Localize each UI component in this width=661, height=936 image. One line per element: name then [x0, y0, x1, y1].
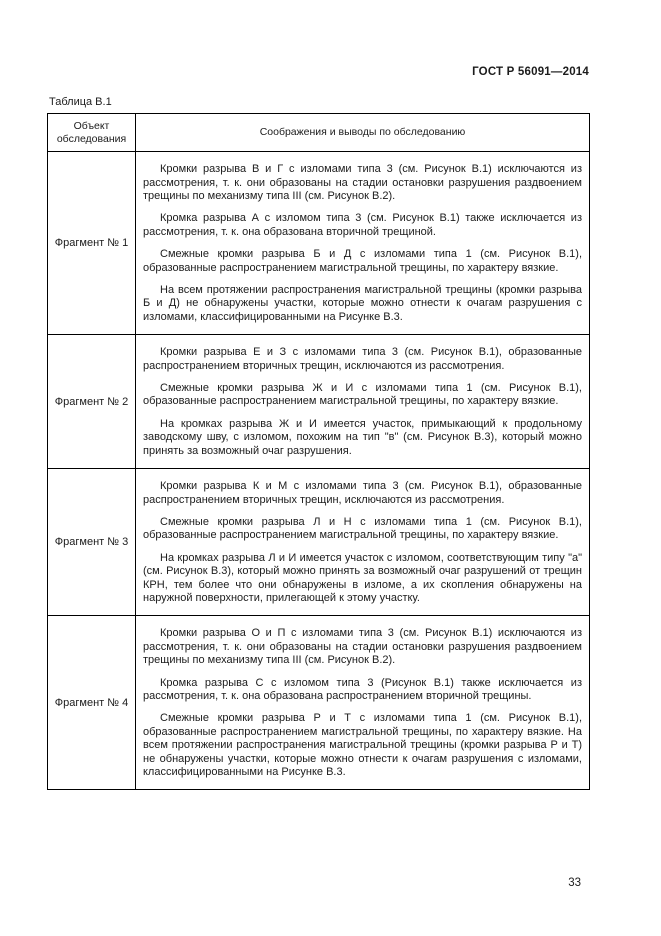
conclusion-paragraph: Кромки разрыва О и П с изломами типа 3 (см. Рисунок В.1) исключаются из рассмотрения, т. к. они образованы на стадии остановки разрушения раздвоением трещины по механизму типа III (см. Рисунок В.2).: [143, 627, 582, 667]
table-row: [48, 469, 590, 616]
conclusion-paragraph: На кромках разрыва Л и И имеется участок с изломом, соответствующим типу "а" (см. Рисунок В.3), который можно принять за возможный очаг разрушений от трещин КРН, тем более что они обнаружены в изломе, а их скопления обнаружены на наружной поверхности, прилегающей к этому участку.: [143, 551, 582, 604]
fragment-conclusions-cell: [136, 152, 590, 335]
conclusion-paragraph: Кромки разрыва К и М с изломами типа 3 (см. Рисунок В.1), образованные распространением вторичных трещин, исключаются из рассмотрения.: [143, 480, 582, 506]
conclusion-paragraph: Смежные кромки разрыва Л и Н с изломами типа 1 (см. Рисунок В.1), образованные распространением магистральной трещины, по характеру вязкие.: [143, 515, 582, 542]
table-row: [48, 616, 590, 790]
table-header-row: [48, 114, 590, 152]
table-header: [48, 114, 590, 152]
table-caption: Таблица В.1: [49, 96, 112, 108]
page-number: 33: [568, 877, 581, 889]
table-row: [48, 335, 590, 469]
conclusion-paragraph: Смежные кромки разрыва Б и Д с изломами типа 1 (см. Рисунок В.1), образованные распространением магистральной трещины, по характеру вязкие.: [143, 248, 582, 274]
table-row: [48, 152, 590, 335]
conclusion-paragraph: Кромки разрыва В и Г с изломами типа 3 (см. Рисунок В.1) исключаются из рассмотрения, т. к. они образованы на стадии остановки разрушения раздвоением трещины по механизму типа III (см. Рисунок В.2).: [143, 163, 582, 202]
document-standard-number: ГОСТ Р 56091—2014: [472, 66, 589, 78]
conclusion-paragraph: На всем протяжении распространения магистральной трещины (кромки разрыва Б и Д) не обнаружены участки, которые можно отнести к очагам разрушения с изломами, классифицированными на Рисунке В.3.: [143, 284, 582, 323]
column-header-conclusions: Соображения и выводы по обследованию: [136, 114, 590, 152]
fragment-conclusions-cell: [136, 335, 590, 469]
fragments-table: [47, 113, 590, 790]
fragment-label: Фрагмент № 4: [48, 616, 136, 790]
fragment-label: Фрагмент № 3: [48, 469, 136, 616]
conclusion-paragraph: Смежные кромки разрыва Р и Т с изломами типа 1 (см. Рисунок В.1), образованные распространением магистральной трещины, по характеру вязкие. На всем протяжении распространения магистральной трещины (кромки разрыва Р и Т) не обнаружены участки, которые можно отнести к очагам разрушения с изломами, классифицированными на Рисунке В.3.: [143, 712, 582, 778]
column-header-object: Объект обследования: [48, 114, 136, 152]
fragment-conclusions-cell: [136, 469, 590, 616]
conclusion-paragraph: Кромка разрыва С с изломом типа 3 (Рисунок В.1) также исключается из рассмотрения, т. к. она образована распространением вторичной трещины.: [143, 676, 582, 702]
fragment-label: Фрагмент № 2: [48, 335, 136, 469]
conclusion-paragraph: Кромки разрыва Е и З с изломами типа 3 (см. Рисунок В.1), образованные распространением вторичных трещин, исключаются из рассмотрения.: [143, 346, 582, 372]
table-body: [48, 152, 590, 790]
conclusion-paragraph: На кромках разрыва Ж и И имеется участок, примыкающий к продольному заводскому шву, с изломом, похожим на тип "в" (см. Рисунок В.3), который можно принять за возможный очаг разрушения.: [143, 417, 582, 457]
fragment-conclusions-cell: [136, 616, 590, 790]
fragment-label: Фрагмент № 1: [48, 152, 136, 335]
conclusion-paragraph: Смежные кромки разрыва Ж и И с изломами типа 1 (см. Рисунок В.1), образованные распространением магистральной трещины, по характеру вязкие.: [143, 382, 582, 408]
conclusion-paragraph: Кромка разрыва А с изломом типа 3 (см. Рисунок В.1) также исключается из рассмотрения, т. к. она образована вторичной трещиной.: [143, 212, 582, 238]
